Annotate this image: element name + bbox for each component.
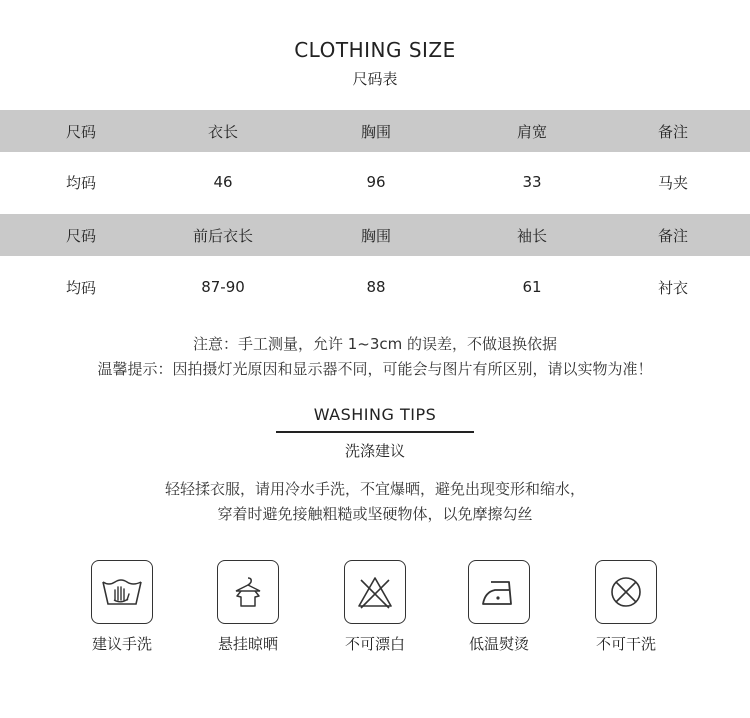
care-instructions (0, 477, 750, 527)
size-table-2-header (0, 214, 750, 256)
no-dry-clean-label: 不可干洗 (595, 635, 656, 653)
no-bleach-icon (344, 560, 406, 624)
page-subtitle: 尺码表 (352, 70, 398, 88)
note-line-2: 温馨提示：因拍摄灯光原因和显示器不同，可能会与图片有所区别，请以实物为准！ (97, 360, 653, 378)
header-remark: 备注 (657, 122, 689, 141)
washing-tips-underline (276, 431, 474, 433)
hang-dry-icon (217, 560, 279, 624)
header-shoulder: 肩宽 (516, 122, 548, 141)
hand-wash-label: 建议手洗 (91, 635, 152, 653)
low-iron-label: 低温熨烫 (468, 635, 529, 653)
header-chest: 胸围 (360, 122, 392, 141)
header-front-back-length: 前后衣长 (192, 226, 254, 245)
cell-chest: 88 (366, 278, 386, 296)
cell-size: 均码 (65, 278, 97, 297)
cell-chest: 96 (366, 173, 386, 191)
low-iron-icon (468, 560, 530, 624)
washing-tips-subtitle: 洗涤建议 (344, 442, 405, 460)
header-sleeve: 袖长 (516, 226, 548, 245)
care-line-1: 轻轻揉衣服，请用冷水手洗，不宜爆晒，避免出现变形和缩水， (164, 480, 585, 498)
cell-remark: 马夹 (657, 173, 689, 192)
cell-front-back-length: 87-90 (201, 278, 245, 296)
cell-size: 均码 (65, 173, 97, 192)
no-dry-clean-icon (595, 560, 657, 624)
header-size: 尺码 (65, 122, 97, 141)
size-table-1-header (0, 110, 750, 152)
no-bleach-label: 不可漂白 (344, 635, 405, 653)
size-table-1-row (0, 161, 750, 203)
cell-shoulder: 33 (522, 173, 542, 191)
header-size: 尺码 (65, 226, 97, 245)
cell-length: 46 (213, 173, 233, 191)
washing-tips-title: WASHING TIPS (313, 405, 437, 424)
care-line-2: 穿着时避免接触粗糙或坚硬物体，以免摩擦勾丝 (217, 505, 533, 523)
page-title: CLOTHING SIZE (294, 38, 456, 62)
hang-dry-label: 悬挂晾晒 (217, 635, 278, 653)
header-chest: 胸围 (360, 226, 392, 245)
cell-remark: 衬衣 (657, 278, 689, 297)
cell-sleeve: 61 (522, 278, 542, 296)
header-remark: 备注 (657, 226, 689, 245)
size-table-2-row (0, 266, 750, 308)
hand-wash-icon (91, 560, 153, 624)
header-length: 衣长 (207, 122, 239, 141)
measurement-notes (0, 332, 750, 382)
note-line-1: 注意：手工测量，允许 1~3cm 的误差，不做退换依据 (192, 335, 558, 353)
